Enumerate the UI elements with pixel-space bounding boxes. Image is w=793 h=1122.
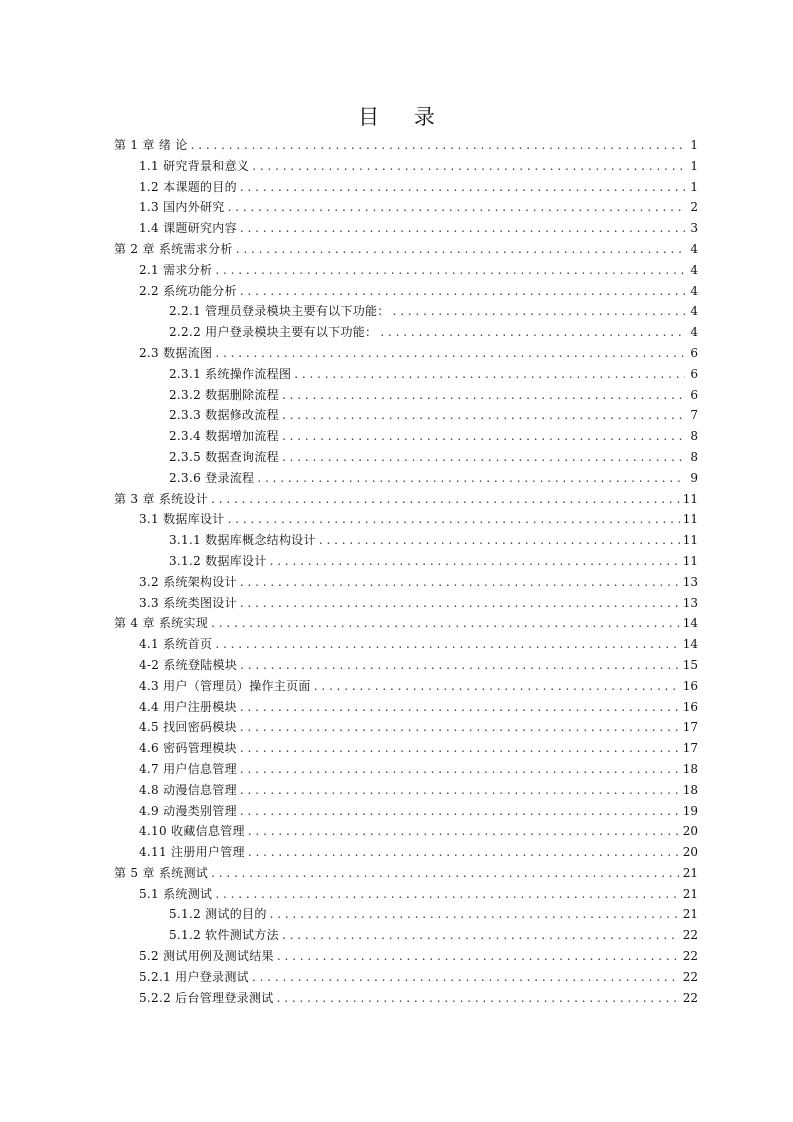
toc-leader-dots xyxy=(215,343,685,364)
toc-page-number: 20 xyxy=(682,845,698,860)
toc-entry-title: 2.3.2 数据删除流程 xyxy=(169,387,279,402)
toc-leader-dots xyxy=(240,281,685,302)
toc-entry[interactable] xyxy=(114,405,698,426)
toc-leader-dots xyxy=(215,634,679,655)
toc-entry[interactable] xyxy=(114,593,698,614)
toc-leader-dots xyxy=(211,489,680,510)
toc-entry-title: 2.3 数据流图 xyxy=(139,345,213,360)
toc-page-number: 15 xyxy=(682,657,698,672)
toc-page-number: 13 xyxy=(682,595,698,610)
toc-page-number: 17 xyxy=(682,720,698,735)
toc-entry-title: 2.3.3 数据修改流程 xyxy=(169,408,279,423)
toc-entry[interactable] xyxy=(114,509,698,530)
toc-leader-dots xyxy=(393,301,685,322)
toc-entry[interactable] xyxy=(114,239,698,260)
toc-leader-dots xyxy=(240,218,685,239)
toc-entry[interactable] xyxy=(114,925,698,946)
toc-page-number: 22 xyxy=(682,949,698,964)
toc-entry[interactable] xyxy=(114,634,698,655)
toc-page-number: 1 xyxy=(690,138,698,152)
toc-leader-dots xyxy=(282,447,685,468)
toc-entry-title: 2.2.2 用户登录模块主要有以下功能： xyxy=(169,325,378,340)
toc-leader-dots xyxy=(277,946,680,967)
toc-entry[interactable] xyxy=(114,780,698,801)
toc-page-number: 8 xyxy=(690,449,698,464)
toc-entry[interactable] xyxy=(114,676,698,697)
toc-entry[interactable] xyxy=(114,842,698,863)
toc-entry[interactable] xyxy=(114,156,698,177)
toc-page-number: 1 xyxy=(690,179,698,194)
toc-leader-dots xyxy=(240,572,680,593)
toc-leader-dots xyxy=(240,738,680,759)
toc-entry[interactable] xyxy=(114,218,698,239)
toc-entry[interactable] xyxy=(114,135,698,156)
toc-page-number: 18 xyxy=(682,761,698,776)
toc-page-number: 6 xyxy=(690,387,698,402)
toc-page-number: 6 xyxy=(690,345,698,360)
toc-entry[interactable] xyxy=(114,697,698,718)
toc-leader-dots xyxy=(319,530,680,551)
toc-leader-dots xyxy=(240,780,680,801)
toc-page-number: 1 xyxy=(690,158,698,173)
toc-entry-title: 第 1 章 绪 论 xyxy=(114,138,188,152)
toc-leader-dots xyxy=(211,863,680,884)
toc-entry-title: 4.11 注册用户管理 xyxy=(139,845,245,860)
toc-leader-dots xyxy=(282,925,680,946)
toc-entry[interactable] xyxy=(114,551,698,572)
toc-page-number: 9 xyxy=(690,470,698,485)
toc-entry-title: 2.3.4 数据增加流程 xyxy=(169,429,279,444)
toc-leader-dots xyxy=(236,239,685,260)
toc-entry-title: 4.1 系统首页 xyxy=(139,637,213,652)
toc-entry-title: 4.4 用户注册模块 xyxy=(139,699,237,714)
toc-leader-dots xyxy=(282,405,685,426)
toc-entry-title: 5.2.1 用户登录测试 xyxy=(139,969,249,984)
toc-entry[interactable] xyxy=(114,281,698,302)
toc-leader-dots xyxy=(228,509,680,530)
toc-page-number: 4 xyxy=(690,262,698,277)
toc-entry[interactable] xyxy=(114,177,698,198)
toc-entry[interactable] xyxy=(114,946,698,967)
toc-entry-title: 4.5 找回密码模块 xyxy=(139,720,237,735)
toc-leader-dots xyxy=(228,197,685,218)
toc-entry[interactable] xyxy=(114,655,698,676)
toc-entry-title: 1.2 本课题的目的 xyxy=(139,179,237,194)
toc-page-number: 11 xyxy=(682,553,698,568)
toc-page-number: 21 xyxy=(682,907,698,922)
toc-entry[interactable] xyxy=(114,717,698,738)
toc-entry[interactable] xyxy=(114,738,698,759)
toc-page-number: 22 xyxy=(682,928,698,943)
toc-page-number: 11 xyxy=(682,491,698,506)
toc-leader-dots xyxy=(215,260,685,281)
toc-entry[interactable] xyxy=(114,613,698,634)
toc-entry[interactable] xyxy=(114,426,698,447)
toc-entry[interactable] xyxy=(114,301,698,322)
toc-entry-title: 1.4 课题研究内容 xyxy=(139,221,237,236)
toc-page-number: 18 xyxy=(682,782,698,797)
toc-entry-title: 4.3 用户（管理员）操作主页面 xyxy=(139,678,311,693)
toc-leader-dots xyxy=(282,426,685,447)
toc-entry[interactable] xyxy=(114,572,698,593)
toc-page-number: 16 xyxy=(682,678,698,693)
toc-page-number: 11 xyxy=(682,533,698,548)
toc-entry[interactable] xyxy=(114,801,698,822)
toc-entry[interactable] xyxy=(114,385,698,406)
toc-leader-dots xyxy=(270,904,680,925)
toc-page-number: 6 xyxy=(690,366,698,381)
toc-leader-dots xyxy=(380,322,685,343)
toc-page-number: 14 xyxy=(682,637,698,652)
toc-entry[interactable] xyxy=(114,904,698,925)
toc-entry-title: 3.3 系统类图设计 xyxy=(139,595,237,610)
toc-entry[interactable] xyxy=(114,884,698,905)
toc-leader-dots xyxy=(240,697,680,718)
toc-page-number: 21 xyxy=(682,886,698,901)
toc-entry[interactable] xyxy=(114,468,698,489)
toc-entry-title: 第 3 章 系统设计 xyxy=(114,491,209,506)
toc-entry-title: 5.1.2 软件测试方法 xyxy=(169,928,279,943)
toc-entry-title: 3.1.2 数据库设计 xyxy=(169,553,267,568)
toc-entry[interactable] xyxy=(114,489,698,510)
toc-entry[interactable] xyxy=(114,530,698,551)
toc-entry-title: 3.1 数据库设计 xyxy=(139,512,225,527)
toc-entry-title: 4.8 动漫信息管理 xyxy=(139,782,237,797)
toc-page-number: 3 xyxy=(690,221,698,236)
toc-leader-dots xyxy=(277,988,680,1009)
toc-leader-dots xyxy=(240,759,680,780)
toc-entry[interactable] xyxy=(114,447,698,468)
toc-page-number: 13 xyxy=(682,574,698,589)
toc-entry-title: 2.3.1 系统操作流程图 xyxy=(169,366,292,381)
toc-entry-title: 2.1 需求分析 xyxy=(139,262,213,277)
table-of-contents xyxy=(114,135,698,1008)
toc-leader-dots xyxy=(240,717,680,738)
toc-entry-title: 2.2 系统功能分析 xyxy=(139,283,237,298)
toc-entry-title: 第 5 章 系统测试 xyxy=(114,865,209,880)
toc-entry[interactable] xyxy=(114,260,698,281)
toc-entry-title: 5.1.2 测试的目的 xyxy=(169,907,267,922)
toc-entry-title: 4.9 动漫类别管理 xyxy=(139,803,237,818)
toc-page-number: 19 xyxy=(682,803,698,818)
toc-entry-title: 第 2 章 系统需求分析 xyxy=(114,241,233,256)
toc-entry-title: 2.3.6 登录流程 xyxy=(169,470,255,485)
toc-page-number: 14 xyxy=(682,616,698,631)
toc-page-number: 22 xyxy=(682,990,698,1005)
toc-entry-title: 4-2 系统登陆模块 xyxy=(139,657,238,672)
toc-page-number: 4 xyxy=(690,325,698,340)
toc-leader-dots xyxy=(282,385,685,406)
toc-entry-title: 3.2 系统架构设计 xyxy=(139,574,237,589)
toc-entry-title: 3.1.1 数据库概念结构设计 xyxy=(169,533,316,548)
toc-leader-dots xyxy=(257,468,685,489)
toc-page-number: 7 xyxy=(690,408,698,423)
toc-entry[interactable] xyxy=(114,364,698,385)
toc-entry-title: 5.2.2 后台管理登录测试 xyxy=(139,990,274,1005)
toc-entry-title: 5.2 测试用例及测试结果 xyxy=(139,949,274,964)
toc-entry[interactable] xyxy=(114,821,698,842)
toc-leader-dots xyxy=(240,801,680,822)
toc-page-number: 21 xyxy=(682,865,698,880)
toc-entry[interactable] xyxy=(114,322,698,343)
toc-entry[interactable] xyxy=(114,759,698,780)
toc-leader-dots xyxy=(240,593,680,614)
toc-leader-dots xyxy=(252,156,685,177)
toc-entry-title: 4.10 收藏信息管理 xyxy=(139,824,245,839)
toc-leader-dots xyxy=(248,821,680,842)
toc-entry-title: 4.7 用户信息管理 xyxy=(139,761,237,776)
toc-leader-dots xyxy=(248,842,680,863)
toc-leader-dots xyxy=(240,655,680,676)
toc-leader-dots xyxy=(215,884,679,905)
toc-entry[interactable] xyxy=(114,863,698,884)
toc-leader-dots xyxy=(252,967,680,988)
toc-entry[interactable] xyxy=(114,197,698,218)
toc-page-number: 16 xyxy=(682,699,698,714)
toc-leader-dots xyxy=(270,551,680,572)
toc-leader-dots xyxy=(191,135,685,156)
toc-page-number: 4 xyxy=(690,304,698,319)
toc-page-number: 4 xyxy=(690,241,698,256)
toc-entry[interactable] xyxy=(114,967,698,988)
toc-leader-dots xyxy=(294,364,685,385)
toc-entry-title: 2.2.1 管理员登录模块主要有以下功能： xyxy=(169,304,390,319)
toc-entry-title: 2.3.5 数据查询流程 xyxy=(169,449,279,464)
toc-page-number: 11 xyxy=(682,512,698,527)
toc-entry-title: 1.1 研究背景和意义 xyxy=(139,158,250,173)
toc-page-number: 8 xyxy=(690,429,698,444)
toc-page-number: 20 xyxy=(682,824,698,839)
toc-entry[interactable] xyxy=(114,988,698,1009)
toc-leader-dots xyxy=(240,177,685,198)
toc-page-number: 2 xyxy=(690,200,698,215)
toc-entry-title: 1.3 国内外研究 xyxy=(139,200,225,215)
toc-entry-title: 第 4 章 系统实现 xyxy=(114,616,209,631)
toc-page-number: 22 xyxy=(682,969,698,984)
toc-leader-dots xyxy=(211,613,680,634)
toc-leader-dots xyxy=(314,676,680,697)
toc-page-number: 4 xyxy=(690,283,698,298)
toc-entry-title: 4.6 密码管理模块 xyxy=(139,741,237,756)
toc-page-number: 17 xyxy=(682,741,698,756)
toc-entry-title: 5.1 系统测试 xyxy=(139,886,213,901)
toc-entry[interactable] xyxy=(114,343,698,364)
page-title: 目 录 xyxy=(358,105,449,129)
